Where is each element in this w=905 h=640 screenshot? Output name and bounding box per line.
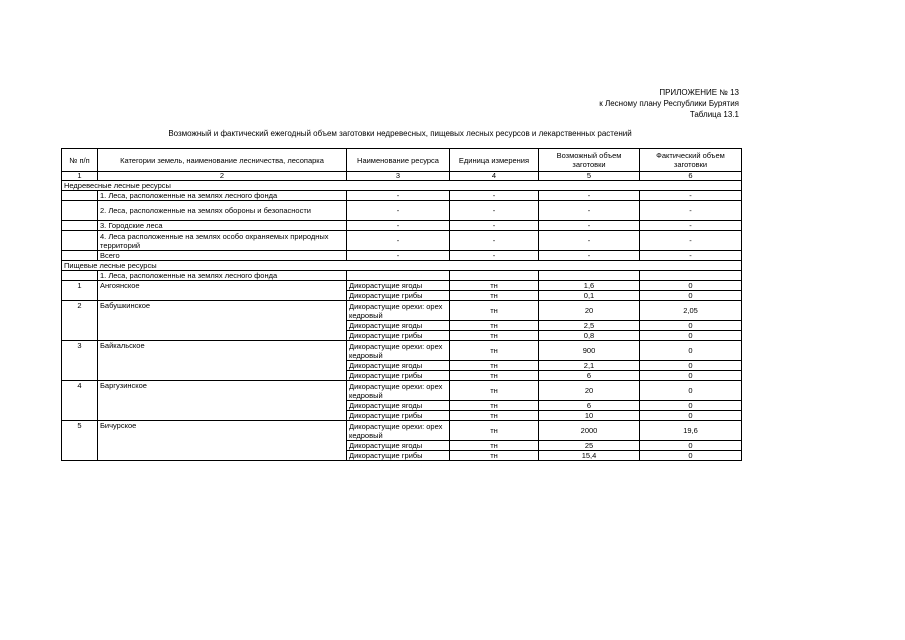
resource-cell: - [347, 201, 450, 221]
possible-volume-cell: 2,1 [539, 361, 640, 371]
section-row [62, 261, 742, 271]
possible-volume-cell: 2000 [539, 421, 640, 441]
possible-volume-cell: 15,4 [539, 451, 640, 461]
resources-table [61, 148, 742, 461]
actual-volume-cell: - [640, 251, 742, 261]
possible-volume-cell: 2,5 [539, 321, 640, 331]
unit-cell: тн [450, 451, 539, 461]
unit-cell: тн [450, 281, 539, 291]
actual-volume-cell: 2,05 [640, 301, 742, 321]
resource-cell: Дикорастущие ягоды [347, 281, 450, 291]
actual-volume-cell: 0 [640, 451, 742, 461]
section-title-nonwood: Недревесные лесные ресурсы [62, 181, 742, 191]
possible-volume-cell: 10 [539, 411, 640, 421]
resource-cell: - [347, 191, 450, 201]
possible-volume-cell: 0,8 [539, 331, 640, 341]
table-number: Таблица 13.1 [689, 110, 739, 119]
forestry-name-cell: Байкальское [98, 341, 347, 381]
actual-volume-cell: 19,6 [640, 421, 742, 441]
possible-volume-cell: - [539, 191, 640, 201]
resource-cell: Дикорастущие грибы [347, 451, 450, 461]
table-row [62, 191, 742, 201]
category-cell: Всего [98, 251, 347, 261]
header-row [62, 149, 742, 172]
possible-volume-cell: 25 [539, 441, 640, 451]
table-row [62, 381, 742, 401]
column-number: 1 [62, 172, 98, 181]
table-row [62, 341, 742, 361]
row-number-cell [62, 221, 98, 231]
table-row [62, 251, 742, 261]
actual-volume-cell: 0 [640, 341, 742, 361]
table-row [62, 231, 742, 251]
column-number: 5 [539, 172, 640, 181]
resource-cell: - [347, 221, 450, 231]
forestry-number-cell: 3 [62, 341, 98, 381]
category-cell: 3. Городские леса [98, 221, 347, 231]
actual-volume-cell: 0 [640, 321, 742, 331]
resource-cell: Дикорастущие орехи: орех кедровый [347, 301, 450, 321]
resource-cell: Дикорастущие грибы [347, 411, 450, 421]
resource-cell: Дикорастущие грибы [347, 291, 450, 301]
subsection-row [62, 271, 742, 281]
actual-volume-cell: 0 [640, 381, 742, 401]
table-row [62, 201, 742, 221]
unit-cell [450, 271, 539, 281]
unit-cell: тн [450, 321, 539, 331]
column-number: 2 [98, 172, 347, 181]
column-number-row [62, 172, 742, 181]
actual-volume-cell: 0 [640, 291, 742, 301]
forestry-name-cell: Ангоянское [98, 281, 347, 301]
resource-cell: Дикорастущие ягоды [347, 361, 450, 371]
unit-cell: - [450, 221, 539, 231]
actual-volume-cell: 0 [640, 371, 742, 381]
row-number-cell [62, 251, 98, 261]
possible-volume-cell: - [539, 231, 640, 251]
possible-volume-cell: 1,6 [539, 281, 640, 291]
column-number: 3 [347, 172, 450, 181]
subsection-title: 1. Леса, расположенные на землях лесного фонда [98, 271, 347, 281]
col-header-no: № п/п [62, 149, 98, 172]
actual-volume-cell: - [640, 201, 742, 221]
possible-volume-cell: 6 [539, 371, 640, 381]
category-cell: 4. Леса расположенные на землях особо охраняемых природных территорий [98, 231, 347, 251]
row-number-cell [62, 231, 98, 251]
possible-volume-cell: - [539, 201, 640, 221]
unit-cell: тн [450, 371, 539, 381]
appendix-plan: к Лесному плану Республики Бурятия [599, 99, 739, 108]
unit-cell: тн [450, 411, 539, 421]
unit-cell: тн [450, 381, 539, 401]
forestry-number-cell: 1 [62, 281, 98, 301]
possible-volume-cell: - [539, 251, 640, 261]
table-body [62, 172, 742, 461]
actual-volume-cell: - [640, 191, 742, 201]
resource-cell: Дикорастущие грибы [347, 331, 450, 341]
unit-cell: тн [450, 291, 539, 301]
unit-cell: - [450, 231, 539, 251]
unit-cell: тн [450, 421, 539, 441]
resource-cell: Дикорастущие грибы [347, 371, 450, 381]
actual-volume-cell: - [640, 231, 742, 251]
unit-cell: - [450, 201, 539, 221]
forestry-name-cell: Бабушкинское [98, 301, 347, 341]
actual-volume-cell: 0 [640, 411, 742, 421]
category-cell: 1. Леса, расположенные на землях лесного фонда [98, 191, 347, 201]
resource-cell: Дикорастущие орехи: орех кедровый [347, 381, 450, 401]
col-header-category: Категории земель, наименование лесничества, лесопарка [98, 149, 347, 172]
actual-volume-cell: 0 [640, 441, 742, 451]
category-cell: 2. Леса, расположенные на землях обороны и безопасности [98, 201, 347, 221]
resource-cell: - [347, 251, 450, 261]
forestry-name-cell: Бичурское [98, 421, 347, 461]
resource-cell: Дикорастущие ягоды [347, 441, 450, 451]
actual-volume-cell: 0 [640, 331, 742, 341]
table-caption: Возможный и фактический ежегодный объем заготовки недревесных, пищевых лесных ресурсов и лекарственных растений [168, 129, 632, 138]
resource-cell [347, 271, 450, 281]
forestry-number-cell: 4 [62, 381, 98, 421]
possible-volume-cell: 20 [539, 381, 640, 401]
possible-volume-cell: 0,1 [539, 291, 640, 301]
possible-volume-cell: 20 [539, 301, 640, 321]
appendix-title: ПРИЛОЖЕНИЕ № 13 [659, 88, 739, 97]
unit-cell: - [450, 251, 539, 261]
resource-cell: Дикорастущие орехи: орех кедровый [347, 341, 450, 361]
actual-volume-cell: - [640, 221, 742, 231]
resource-cell: Дикорастущие ягоды [347, 321, 450, 331]
table-row [62, 301, 742, 321]
column-number: 4 [450, 172, 539, 181]
row-number-cell [62, 271, 98, 281]
col-header-possible: Возможный объем заготовки [539, 149, 640, 172]
unit-cell: тн [450, 441, 539, 451]
col-header-unit: Единица измерения [450, 149, 539, 172]
col-header-resource: Наименование ресурса [347, 149, 450, 172]
unit-cell: - [450, 191, 539, 201]
forestry-number-cell: 2 [62, 301, 98, 341]
unit-cell: тн [450, 361, 539, 371]
row-number-cell [62, 191, 98, 201]
table-row [62, 281, 742, 291]
possible-volume-cell [539, 271, 640, 281]
possible-volume-cell: - [539, 221, 640, 231]
actual-volume-cell [640, 271, 742, 281]
unit-cell: тн [450, 341, 539, 361]
column-number: 6 [640, 172, 742, 181]
unit-cell: тн [450, 331, 539, 341]
unit-cell: тн [450, 401, 539, 411]
col-header-actual: Фактический объем заготовки [640, 149, 742, 172]
table-row [62, 221, 742, 231]
forestry-number-cell: 5 [62, 421, 98, 461]
row-number-cell [62, 201, 98, 221]
section-row [62, 181, 742, 191]
actual-volume-cell: 0 [640, 401, 742, 411]
section-title-food: Пищевые лесные ресурсы [62, 261, 742, 271]
forestry-name-cell: Баргузинское [98, 381, 347, 421]
unit-cell: тн [450, 301, 539, 321]
possible-volume-cell: 900 [539, 341, 640, 361]
table-row [62, 421, 742, 441]
actual-volume-cell: 0 [640, 281, 742, 291]
resource-cell: Дикорастущие орехи: орех кедровый [347, 421, 450, 441]
possible-volume-cell: 6 [539, 401, 640, 411]
resource-cell: - [347, 231, 450, 251]
appendix-header [599, 87, 739, 120]
resource-cell: Дикорастущие ягоды [347, 401, 450, 411]
actual-volume-cell: 0 [640, 361, 742, 371]
